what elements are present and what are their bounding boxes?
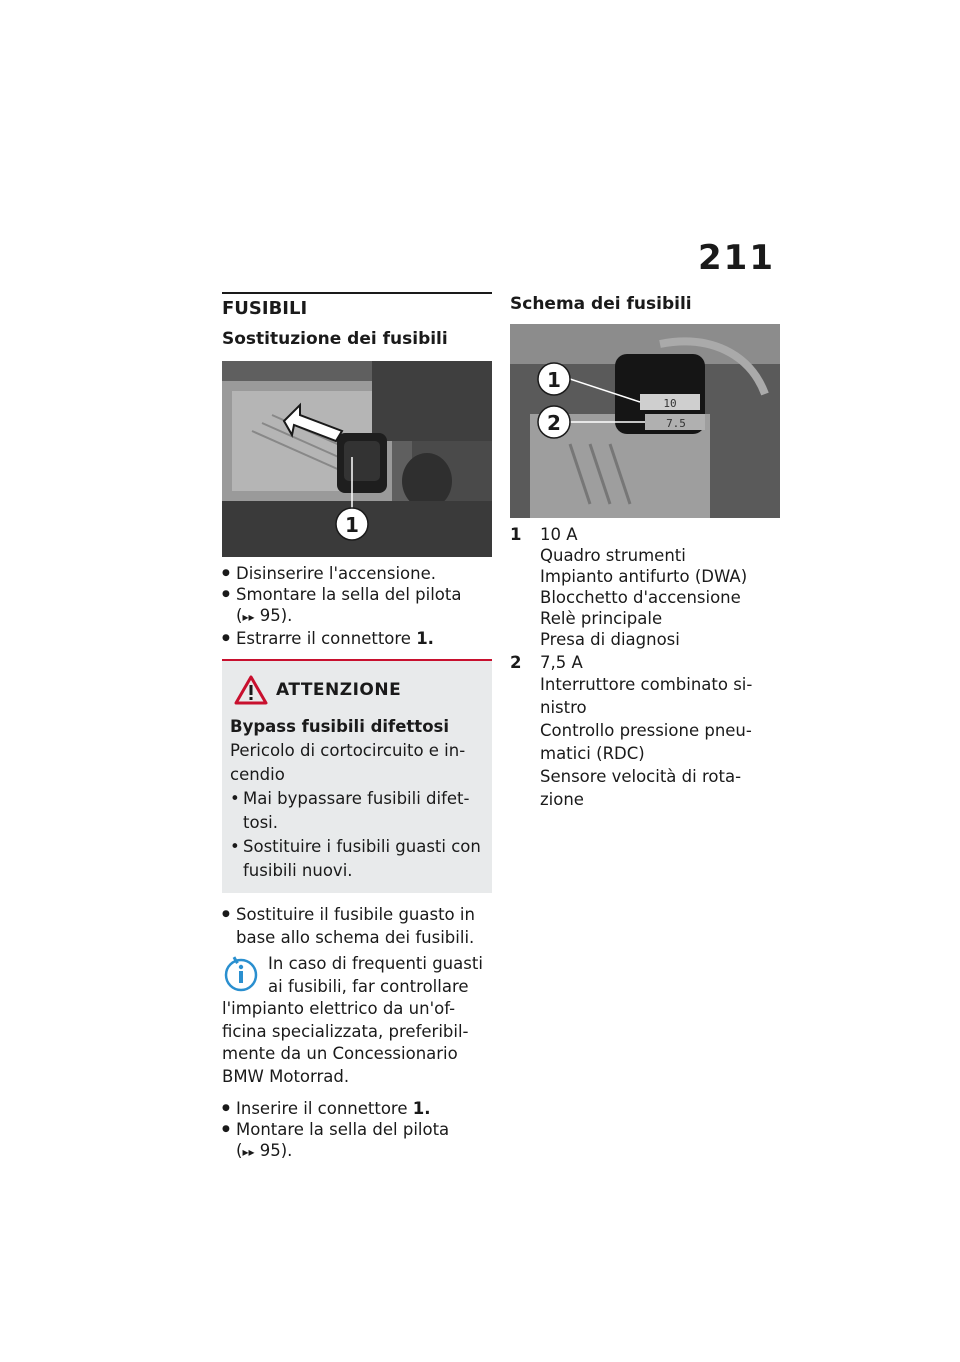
- subsection-title: Sostituzione dei fusibili: [222, 329, 448, 349]
- fuse-callout-1: 1: [547, 368, 561, 392]
- info-note: [222, 953, 492, 1088]
- section-rule: [222, 292, 492, 294]
- step-insert-connector-text: Inserire il connettore: [236, 1099, 408, 1118]
- warning-item-replace-2: fusibili nuovi.: [243, 861, 353, 880]
- warning-item-bypass: [230, 787, 484, 835]
- fuse-item-1: [510, 524, 780, 650]
- warning-text-2: cendio: [230, 765, 285, 784]
- info-icon: [222, 953, 262, 995]
- fuse-2-circuit: nistro: [540, 698, 587, 717]
- left-column: [222, 292, 492, 1163]
- info-line-6: BMW Motorrad.: [222, 1066, 350, 1086]
- section-title: FUSIBILI: [222, 298, 308, 319]
- fuse-1-rating: 10 A: [540, 525, 578, 544]
- step-remove-seat: [222, 584, 492, 628]
- warning-items: [230, 787, 484, 883]
- fuse-number-2: 2: [510, 653, 522, 672]
- step-ignition-off: ● Disinserire l'accensione.: [222, 563, 492, 584]
- paren-open: (: [236, 606, 243, 625]
- fuse-label-7-5: 7.5: [666, 417, 686, 430]
- warning-title: ATTENZIONE: [276, 680, 402, 700]
- steps-before-list: [222, 563, 492, 649]
- fuse-1-circuit: Blocchetto d'accensione: [540, 588, 741, 607]
- warning-item-bypass-2: tosi.: [243, 813, 278, 832]
- page-ref-95-2[interactable]: 95).: [259, 1141, 293, 1160]
- page-ref-95[interactable]: 95).: [259, 606, 293, 625]
- step-insert-connector: [222, 1098, 492, 1119]
- step-remove-seat-text: Smontare la sella del pilota: [236, 585, 462, 604]
- info-line-3: l'impianto elettrico da un'of-: [222, 999, 456, 1018]
- step-replace-fuse-1: Sostituire il fusibile guasto in: [236, 905, 475, 924]
- info-line-5: mente da un Concessionario: [222, 1044, 458, 1063]
- connector-ref: 1.: [416, 629, 434, 648]
- warning-text-1: Pericolo di cortocircuito e in-: [230, 741, 466, 760]
- connector-illustration: [222, 361, 492, 557]
- step-pull-connector: [222, 628, 492, 649]
- info-line-2: ai fusibili, far controllare: [268, 976, 469, 996]
- fuse-number-1: 1: [510, 525, 522, 544]
- fuse-list: [510, 524, 780, 811]
- fuse-2-circuit: Sensore velocità di rota-: [540, 767, 742, 786]
- fuse-2-rating: 7,5 A: [540, 653, 583, 672]
- info-line-4: ficina specializzata, preferibil-: [222, 1021, 469, 1041]
- fuse-1-circuit: Impianto antifurto (DWA): [540, 567, 748, 586]
- connector-figure: [222, 361, 492, 557]
- right-column: [510, 292, 780, 811]
- warning-subtitle: Bypass fusibili difettosi: [230, 717, 450, 736]
- step-replace-fuse: [222, 903, 492, 949]
- fuse-1-circuit: Relè principale: [540, 609, 663, 628]
- fuse-chart-figure: [510, 324, 780, 518]
- page-number: 211: [698, 238, 775, 278]
- fuse-label-10: 10: [663, 397, 677, 410]
- step-mount-seat-text: Montare la sella del pilota: [236, 1120, 450, 1139]
- fuse-2-circuit: matici (RDC): [540, 744, 645, 763]
- warning-header: [230, 675, 484, 705]
- connector-ref-2: 1.: [412, 1099, 431, 1118]
- step-pull-connector-text: Estrarre il connettore: [236, 629, 411, 648]
- step-replace-fuse-2: base allo schema dei fusibili.: [236, 928, 475, 947]
- steps-after-list: [222, 1098, 492, 1163]
- fuse-2-circuit: Controllo pressione pneu-: [540, 721, 752, 740]
- page-ref-arrow-icon: ▸▸: [242, 610, 255, 624]
- info-line-1: In caso di frequenti guasti: [268, 954, 483, 973]
- callout-label-1: 1: [345, 513, 359, 537]
- fuse-1-circuit: Presa di diagnosi: [540, 630, 680, 649]
- fuse-chart-title: Schema dei fusibili: [510, 294, 692, 314]
- fuse-box-illustration: [510, 324, 780, 518]
- fuse-item-2: [510, 652, 780, 811]
- warning-item-replace: [230, 835, 484, 883]
- warning-triangle-icon: [234, 675, 268, 705]
- step-replace-list: [222, 903, 492, 949]
- warning-box: [222, 659, 492, 893]
- fuse-1-details: [540, 524, 747, 650]
- fuse-2-circuit: zione: [540, 790, 584, 809]
- paren-open-2: (: [236, 1141, 243, 1160]
- fuse-2-details: [540, 652, 752, 811]
- fuse-callout-2: 2: [547, 411, 561, 435]
- warning-item-bypass-1: Mai bypassare fusibili difet-: [243, 789, 470, 808]
- warning-item-replace-1: Sostituire i fusibili guasti con: [243, 837, 481, 856]
- step-mount-seat: [222, 1119, 492, 1163]
- page-ref-arrow-icon-2: ▸▸: [242, 1145, 255, 1159]
- fuse-1-circuit: Quadro strumenti: [540, 546, 686, 565]
- fuse-2-circuit: Interruttore combinato si-: [540, 675, 753, 694]
